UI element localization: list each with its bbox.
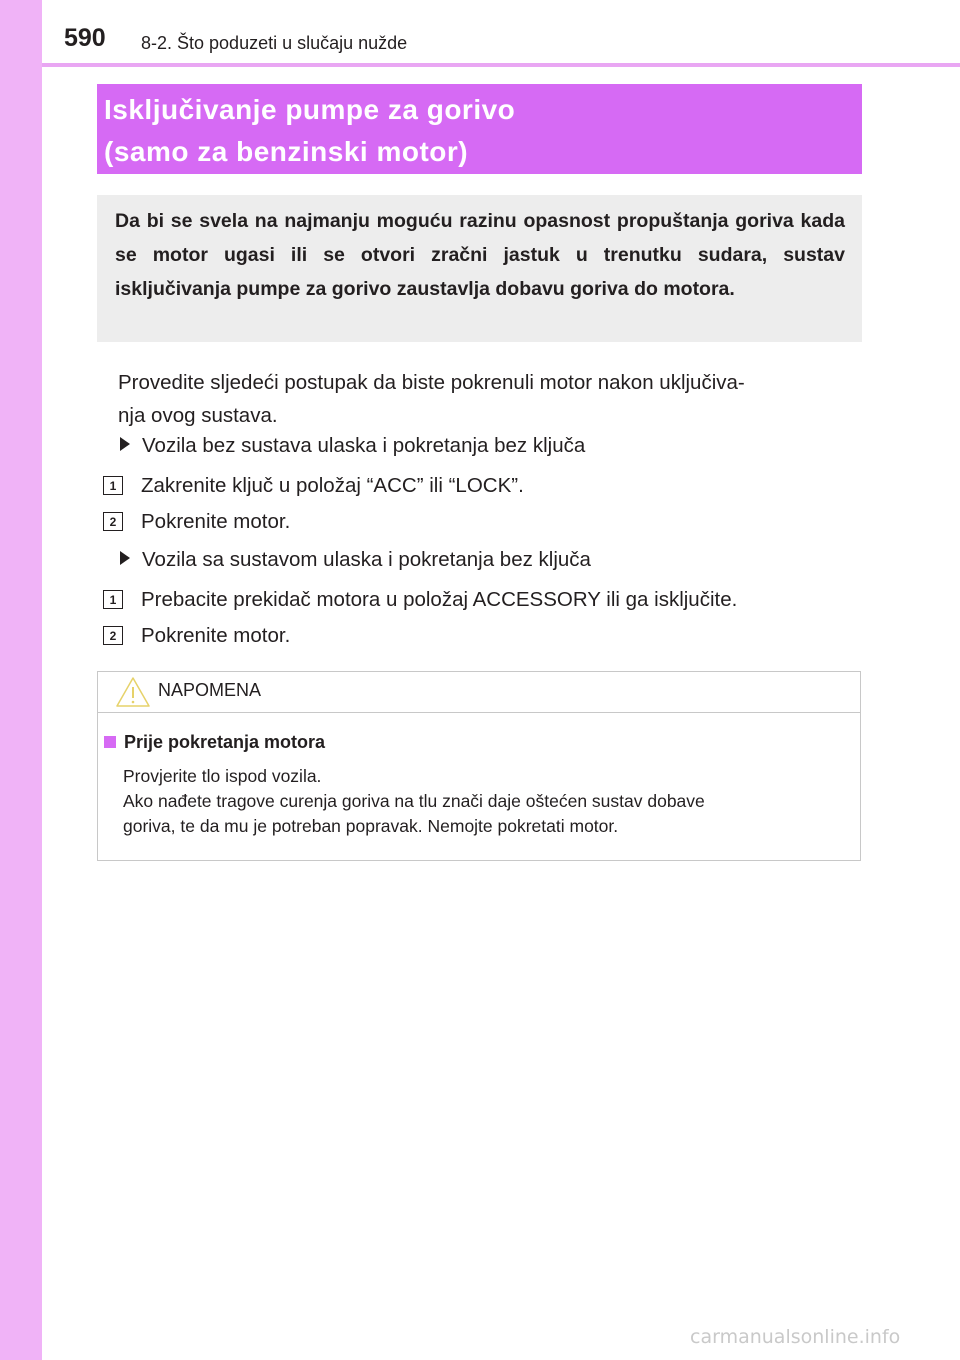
- triangle-bullet-icon: [120, 551, 130, 565]
- step-text: Zakrenite ključ u položaj “ACC” ili “LOCK”.: [141, 474, 524, 497]
- notice-text: [123, 764, 863, 839]
- subheading-text: Vozila bez sustava ulaska i pokretanja bez ključa: [142, 434, 586, 457]
- step-item: [103, 508, 290, 536]
- subheading-without-smart-key: [120, 432, 585, 460]
- notice-subheading-text: Prije pokretanja motora: [124, 732, 326, 752]
- step-number-badge: 2: [103, 512, 123, 531]
- square-bullet-icon: [104, 736, 116, 748]
- page-title: [104, 89, 844, 173]
- step-item: [103, 472, 524, 500]
- subheading-with-smart-key: [120, 546, 591, 574]
- page-title-line2: (samo za benzinski motor): [104, 136, 469, 167]
- notice-line: goriva, te da mu je potreban popravak. Nemojte pokretati motor.: [123, 816, 619, 836]
- step-number-badge: 2: [103, 626, 123, 645]
- notice-box: [97, 671, 861, 861]
- step-text: Prebacite prekidač motora u položaj ACCESSORY ili ga isključite.: [141, 588, 738, 611]
- step-number-badge: 1: [103, 476, 123, 495]
- body-paragraph: [118, 366, 858, 432]
- page-title-line1: Isključivanje pumpe za gorivo: [104, 94, 516, 125]
- body-paragraph-line2: nja ovog sustava.: [118, 404, 278, 427]
- step-text: Pokrenite motor.: [141, 510, 291, 533]
- body-paragraph-line1: Provedite sljedeći postupak da biste pokrenuli motor nakon uključiva-: [118, 371, 745, 394]
- header-divider: [42, 63, 960, 67]
- step-text: Pokrenite motor.: [141, 624, 291, 647]
- step-item: [103, 586, 737, 614]
- intro-text: Da bi se svela na najmanju moguću razinu opasnost propuštanja goriva kada se motor ugasi ili se otvori zračni jastuk u trenutku sudara, sustav isključivanja pumpe za gorivo zaustavlja dobavu goriva do motora.: [115, 210, 845, 300]
- notice-line: Ako nađete tragove curenja goriva na tlu znači daje oštećen sustav dobave: [123, 791, 705, 811]
- notice-divider: [98, 712, 860, 713]
- page-number: 590: [64, 24, 106, 52]
- step-item: [103, 622, 290, 650]
- warning-triangle-icon: [115, 676, 151, 708]
- side-color-strip: [0, 0, 42, 1360]
- notice-line: Provjerite tlo ispod vozila.: [123, 766, 322, 786]
- triangle-bullet-icon: [120, 437, 130, 451]
- notice-subheading: [104, 732, 325, 753]
- watermark: carmanualsonline.info: [690, 1326, 901, 1348]
- section-header: 8-2. Što poduzeti u slučaju nužde: [141, 33, 408, 53]
- step-number-badge: 1: [103, 590, 123, 609]
- subheading-text: Vozila sa sustavom ulaska i pokretanja bez ključa: [142, 548, 591, 571]
- notice-label: NAPOMENA: [158, 680, 262, 700]
